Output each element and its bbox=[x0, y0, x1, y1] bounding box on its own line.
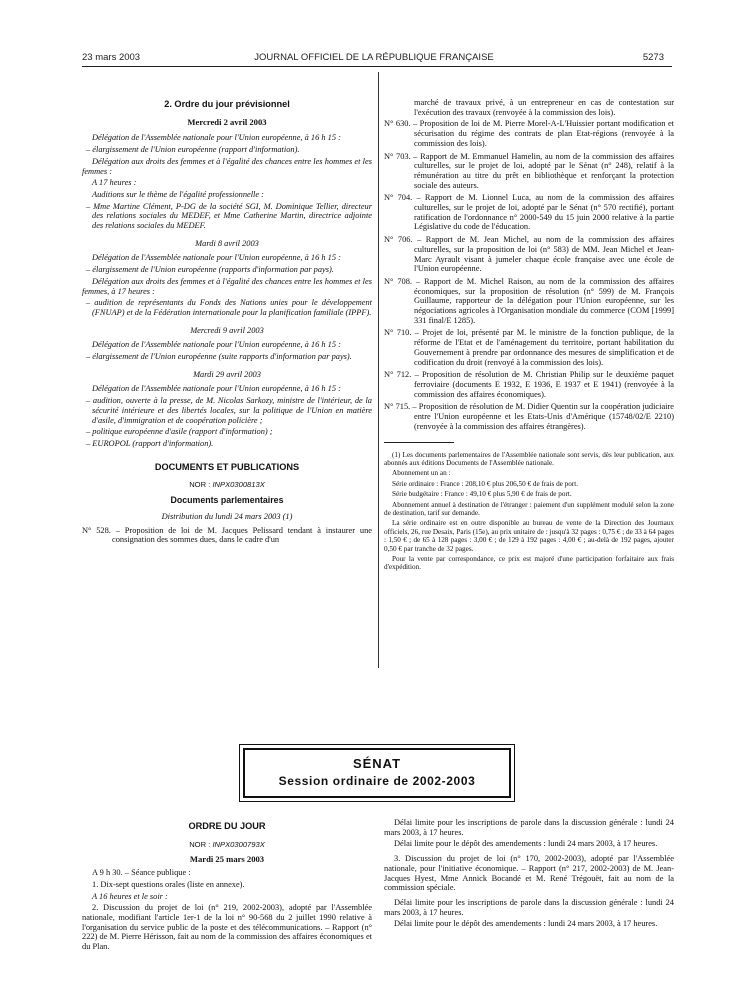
agenda-item: – élargissement de l'Union européenne (suite rapports d'information par pays). bbox=[86, 352, 352, 362]
left-column bbox=[82, 98, 372, 548]
parliamentary-docs-title: Documents parlementaires bbox=[170, 495, 284, 506]
section-title: 2. Ordre du jour prévisionnel bbox=[164, 99, 290, 109]
agenda-paragraph: 3. Discussion du projet de loi (n° 170, 2002-2003), adopté par l'Assemblée nationale, pour l'initiative économique. – Rapport (n° 217, 2002-2003) de M. Jean-Jacques Hyest, Mme Annick Bocandé et M. René Trégouët, fait au nom de la commission spéciale. bbox=[384, 854, 674, 893]
footnote-text: Série ordinaire : France : 208,10 € plus 206,50 € de frais de port. bbox=[392, 479, 579, 488]
agenda-paragraph: Auditions sur le thème de l'égalité professionnelle : bbox=[92, 189, 264, 199]
agenda-paragraph: Délai limite pour les inscriptions de parole dans la discussion générale : lundi 24 mars 2003, à 17 heures. bbox=[384, 897, 674, 917]
day-title: Mercredi 2 avril 2003 bbox=[187, 116, 267, 127]
agenda-item: – EUROPOL (rapport d'information). bbox=[86, 438, 214, 448]
footnote-text: Abonnement annuel à destination de l'étranger : paiement d'un supplément modulé selon la zone de destination, tarif sur demande. bbox=[384, 500, 674, 517]
agenda-paragraph: Délégation de l'Assemblée nationale pour l'Union européenne, à 16 h 15 : bbox=[92, 133, 341, 143]
agenda-paragraph: Délégation de l'Assemblée nationale pour l'Union européenne, à 16 h 15 : bbox=[92, 384, 341, 394]
nor-code: INPX0300793X bbox=[212, 839, 265, 849]
agenda-paragraph: A 16 heures et le soir : bbox=[92, 891, 168, 901]
documents-title: DOCUMENTS ET PUBLICATIONS bbox=[154, 461, 300, 472]
agenda-paragraph: Délégation aux droits des femmes et à l'égalité des chances entre les hommes et les femmes : bbox=[82, 156, 372, 176]
agenda-item: – Mme Martine Clément, P-DG de la société SGI, M. Dominique Tellier, directeur des relations sociales du MEDEF, et Mme Catherine Martin, directrice adjointe des relations sociales du MEDEF. bbox=[86, 201, 372, 231]
agenda-item: – politique européenne d'asile (rapport d'information) ; bbox=[86, 427, 273, 437]
day-title: Mardi 29 avril 2003 bbox=[193, 369, 261, 379]
document-entry: N° 712. – Proposition de résolution de M. Christian Philip sur le deuxième paquet ferroviaire (documents E 1932, E 1936, E 1937 et E 1941) (renvoyée à la commission des affaires économiques). bbox=[384, 370, 674, 399]
senat-title: SÉNAT bbox=[352, 756, 402, 771]
agenda-item: – audition, ouverte à la presse, de M. Nicolas Sarkozy, ministre de l'intérieur, de la sécurité intérieure et des libertés locales, sur la politique de l'Union en matière d'asile, d'immigration et de coopération policière ; bbox=[86, 396, 372, 425]
nor-reference bbox=[82, 480, 372, 490]
nor-label: NOR : bbox=[189, 480, 211, 490]
footnote-text: La série ordinaire est en outre disponible au bureau de vente de la Direction des Journaux officiels, 26, rue Desaix, Paris (15e), au prix unitaire de : jusqu'à 32 pages : 0,75 € ; de 33 à 64 pages : 1,50 € ; de 65 à 128 pages : 3,00 € ; de 129 à 192 pages : 4,00 € ; au-delà de 192 pages, ajouter 0,50 € par tranche de 32 pages. bbox=[384, 519, 674, 553]
document-entry: N° 528. – Proposition de loi de M. Jacques Pelissard tendant à instaurer une consignation des sommes dues, dans le cadre d'un bbox=[82, 525, 372, 545]
document-entry: N° 706. – Rapport de M. Jean Michel, au nom de la commission des affaires culturelles, sur la proposition de loi (n° 583) de MM. Jean Michel et Jean-Marc Ayrault visant à jumeler chaque école française avec une école de l'Union européenne. bbox=[384, 235, 674, 274]
footnote-text: Série budgétaire : France : 49,10 € plus 5,90 € de frais de port. bbox=[392, 490, 572, 499]
footnote bbox=[384, 451, 674, 572]
agenda-item: – élargissement de l'Union européenne (rapports d'information par pays). bbox=[86, 265, 334, 275]
distribution-line: Distribution du lundi 24 mars 2003 (1) bbox=[161, 511, 293, 521]
header-rule bbox=[82, 66, 672, 67]
document-entry: N° 703. – Rapport de M. Emmanuel Hamelin, au nom de la commission des affaires culturelles, sur le projet de loi, adopté par le Sénat (n° 248), relatif à la rémunération au titre du prêt en bibliothèque et renforçant la protection sociale des auteurs. bbox=[384, 151, 674, 190]
agenda-paragraph: A 17 heures : bbox=[92, 178, 137, 188]
column-divider bbox=[378, 72, 379, 668]
agenda-paragraph: Délai limite pour le dépôt des amendements : lundi 24 mars 2003, à 17 heures. bbox=[394, 919, 658, 929]
journal-title: JOURNAL OFFICIEL DE LA RÉPUBLIQUE FRANÇAISE bbox=[254, 52, 494, 63]
agenda-paragraph: Délégation de l'Assemblée nationale pour l'Union européenne, à 16 h 15 : bbox=[92, 340, 341, 350]
document-entry: N° 630. – Proposition de loi de M. Pierre Morel-A-L'Huissier portant modification et sécurisation du régime des contrats de plan Etat-régions (renvoyée à la commission des lois). bbox=[384, 119, 674, 148]
document-entry: N° 715. – Proposition de résolution de M. Didier Quentin sur la coopération judiciaire entre l'Union européenne et les Etats-Unis d'Amérique (15748/02/E 2210) (renvoyée à la commission des affaires étrangères). bbox=[384, 402, 674, 431]
page-number: 5273 bbox=[642, 52, 664, 63]
document-entry: N° 708. – Rapport de M. Michel Raison, au nom de la commission des affaires économiques, sur la proposition de résolution (n° 599) de M. François Guillaume, rapporteur de la délégation pour l'Union européenne, sur les négociations agricoles à l'Organisation mondiale du commerce (COM [1999] 331 final/E 1285). bbox=[384, 276, 674, 325]
document-entry-continued: marché de travaux privé, à un entrepreneur en cas de contestation sur l'exécution des travaux (renvoyée à la commission des lois). bbox=[414, 98, 674, 117]
senat-right-column bbox=[384, 818, 674, 931]
agenda-item: – élargissement de l'Union européenne (rapport d'information). bbox=[86, 145, 300, 155]
right-column bbox=[384, 98, 674, 574]
agenda-paragraph: Délégation de l'Assemblée nationale pour l'Union européenne, à 16 h 15 : bbox=[92, 253, 341, 263]
nor-code: INPX0300813X bbox=[212, 480, 265, 490]
agenda-paragraph: Délai limite pour les inscriptions de parole dans la discussion générale : lundi 24 mars 2003, à 17 heures. bbox=[384, 818, 674, 837]
day-title: Mercredi 9 avril 2003 bbox=[190, 325, 264, 335]
agenda-item: – audition de représentants du Fonds des Nations unies pour le développement (FNUAP) et de la Fédération internationale pour la planification familiale (IPPF). bbox=[86, 298, 372, 317]
session-title: Session ordinaire de 2002-2003 bbox=[278, 774, 476, 788]
footnote-text: Pour la vente par correspondance, ce prix est majoré d'une participation forfaitaire aux frais d'expédition. bbox=[384, 554, 674, 572]
agenda-paragraph: 1. Dix-sept questions orales (liste en annexe). bbox=[92, 879, 245, 889]
nor-reference bbox=[82, 840, 372, 850]
agenda-paragraph: 2. Discussion du projet de loi (n° 219, 2002-2003), adopté par l'Assemblée nationale, modifiant l'article 1er-1 de la loi n° 90-568 du 2 juillet 1990 relative à l'organisation du service public de la poste et des télécommunications. – Rapport (n° 222) de M. Pierre Hérisson, fait au nom de la commission des affaires économiques et du Plan. bbox=[82, 903, 372, 952]
senat-left-column bbox=[82, 820, 372, 954]
agenda-paragraph: A 9 h 30. – Séance publique : bbox=[92, 868, 191, 878]
document-entry: N° 710. – Projet de loi, présenté par M. le ministre de la fonction publique, de la réforme de l'Etat et de l'aménagement du territoire, portant habilitation du Gouvernement à prendre par ordonnance des mesures de simplification et de codification du droit (renvoyé à la commission des lois). bbox=[384, 328, 674, 367]
day-title: Mardi 25 mars 2003 bbox=[189, 854, 265, 865]
agenda-title: ORDRE DU JOUR bbox=[188, 821, 266, 831]
footnote-text: Abonnement un an : bbox=[392, 469, 451, 478]
document-entry: N° 704. – Rapport de M. Lionnel Luca, au nom de la commission des affaires culturelles, sur le projet de loi, adopté par le Sénat (n° 570 rectifié), portant ratification de l'ordonnance n° 2000-549 du 15 juin 2000 relative à la partie Législative du code de l'éducation. bbox=[384, 193, 674, 232]
day-title: Mardi 8 avril 2003 bbox=[195, 238, 259, 248]
agenda-paragraph: Délégation aux droits des femmes et à l'égalité des chances entre les hommes et les femmes, à 17 heures : bbox=[82, 276, 372, 296]
nor-label: NOR : bbox=[189, 839, 211, 849]
footnote-rule bbox=[384, 442, 454, 443]
senat-banner bbox=[243, 748, 511, 798]
agenda-paragraph: Délai limite pour le dépôt des amendements : lundi 24 mars 2003, à 17 heures. bbox=[394, 839, 658, 849]
footnote-text: (1) Les documents parlementaires de l'Assemblée nationale sont servis, dès leur publication, aux abonnés aux éditions Documents de l'Assemblée nationale. bbox=[384, 450, 674, 467]
header-date: 23 mars 2003 bbox=[82, 52, 141, 63]
